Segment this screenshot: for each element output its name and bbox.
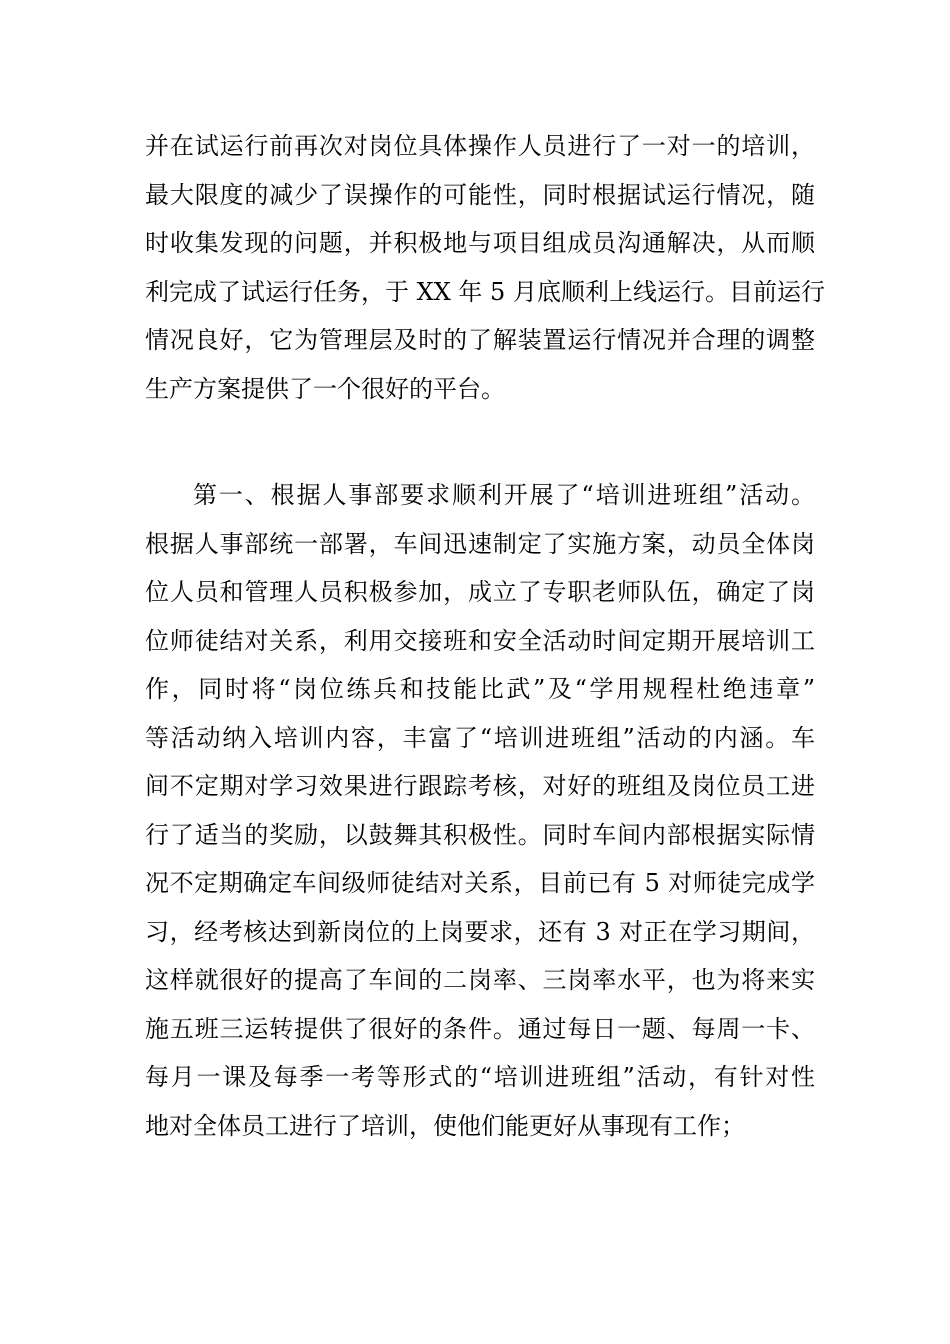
paragraph-line: 等活动纳入培训内容，丰富了“培训进班组”活动的内涵。车 [145,723,815,752]
paragraph-line: 生产方案提供了一个很好的平台。 [145,374,505,403]
paragraph-line: 位人员和管理人员积极参加，成立了专职老师队伍，确定了岗 [145,578,815,606]
paragraph-line: 这样就很好的提高了车间的二岗率、三岗率水平，也为将来实 [145,966,815,994]
paragraph-line: 间不定期对学习效果进行跟踪考核，对好的班组及岗位员工进 [145,772,815,800]
paragraph-line: 并在试运行前再次对岗位具体操作人员进行了一对一的培训， [145,132,815,160]
paragraph-line: 最大限度的减少了误操作的可能性，同时根据试运行情况，随 [145,180,815,209]
paragraph-line: 习，经考核达到新岗位的上岗要求，还有 3 对正在学习期间， [145,917,815,946]
paragraph-1 [145,122,825,413]
paragraph-line: 利完成了试运行任务，于 XX 年 5 月底顺利上线运行。目前运行 [145,277,825,306]
paragraph-line: 每月一课及每季一考等形式的“培训进班组”活动，有针对性 [145,1063,815,1091]
paragraph-line: 时收集发现的问题，并积极地与项目组成员沟通解决，从而顺 [145,229,815,257]
paragraph-2 [145,471,815,1150]
paragraph-line: 第一、根据人事部要求顺利开展了“培训进班组”活动。 [193,481,815,509]
paragraph-line: 情况良好，它为管理层及时的了解装置运行情况并合理的调整 [145,326,815,354]
paragraph-line: 施五班三运转提供了很好的条件。通过每日一题、每周一卡、 [145,1014,815,1043]
paragraph-line: 位师徒结对关系，利用交接班和安全活动时间定期开展培训工 [145,626,815,655]
paragraph-line: 况不定期确定车间级师徒结对关系，目前已有 5 对师徒完成学 [145,869,815,897]
paragraph-line: 地对全体员工进行了培训，使他们能更好从事现有工作； [145,1111,745,1140]
paragraph-line: 根据人事部统一部署，车间迅速制定了实施方案，动员全体岗 [145,529,815,558]
paragraph-line: 作，同时将“岗位练兵和技能比武”及“学用规程杜绝违章” [145,675,815,703]
paragraph-line: 行了适当的奖励，以鼓舞其积极性。同时车间内部根据实际情 [145,820,815,849]
